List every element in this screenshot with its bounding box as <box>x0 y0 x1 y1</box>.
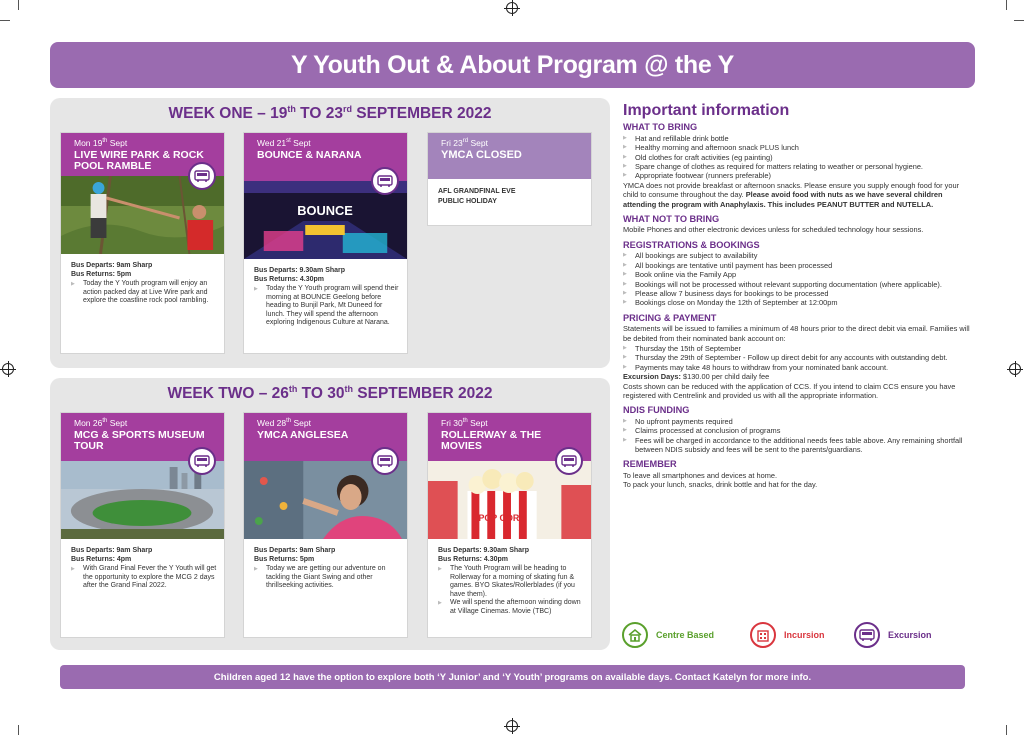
legend <box>622 622 972 650</box>
section-text: To leave all smartphones and devices at home. <box>623 470 778 480</box>
event-card <box>60 412 225 638</box>
list-item: ▶ Old clothes for craft activities (eg painting) <box>623 153 975 162</box>
legend-label: Incursion <box>784 630 825 640</box>
registration-mark-left <box>2 363 14 375</box>
card-description: ▶ We will spend the afternoon winding down at Village Cinemas. Movie (TBC) <box>438 599 585 616</box>
list-item: ▶ Thursday the 15th of September <box>623 344 975 353</box>
card-details <box>244 259 407 334</box>
card-description: ▶ The Youth Program will be heading to Rollerway for a morning of skating fun & games. BYO Skates/Rollerblades (if you have them). <box>438 565 585 599</box>
legend-label: Excursion <box>888 630 932 640</box>
event-card <box>243 412 408 638</box>
list-item: ▶ Bookings will not be processed without relevant supporting documentation (where applicable). <box>623 280 975 289</box>
legend-excursion <box>854 622 932 648</box>
section-title: WHAT NOT TO BRING <box>623 214 720 225</box>
section-title: REGISTRATIONS & BOOKINGS <box>623 239 760 250</box>
bus-returns: Bus Returns: 5pm <box>71 270 132 278</box>
bus-departs: Bus Departs: 9am Sharp <box>254 547 336 554</box>
excursion-icon <box>188 162 216 190</box>
important-information <box>623 102 975 490</box>
list-item: ▶ Hat and refillable drink bottle <box>623 134 975 143</box>
photo-text: POP CORN <box>478 512 526 524</box>
card-title: MCG & SPORTS MUSEUM TOUR <box>74 429 205 452</box>
section-title: PRICING & PAYMENT <box>623 312 717 323</box>
crop-mark <box>18 0 19 10</box>
list-item: ▶ All bookings are tentative until payment has been processed <box>623 261 975 270</box>
event-card <box>60 132 225 354</box>
card-description: ▶ Today the Y Youth program will spend their morning at BOUNCE Geelong before heading to Bunjil Park, Mt Duneed for lunch. They will spend the afternoon exploring Indigenous Culture at Narana. <box>254 285 401 328</box>
card-date: Mon 26th Sept <box>74 418 128 428</box>
card-date: Fri 23rd Sept <box>441 138 488 148</box>
week-one-panel <box>50 98 610 368</box>
card-details <box>244 539 407 597</box>
card-title: YMCA CLOSED <box>441 149 522 161</box>
list-item: ▶ Thursday the 29th of September - Follow up direct debit for any accounts with outstanding debt. <box>623 353 975 362</box>
building-icon <box>750 622 776 648</box>
page-title: Y Youth Out & About Program @ the Y <box>290 50 735 79</box>
card-header <box>428 413 591 461</box>
card-header <box>61 413 224 461</box>
food-note: YMCA does not provide breakfast or afternoon snacks. Please ensure you supply enough food for your child to consume throughout the day. Please avoid food with nuts as we have several children attending the program with Anaphylaxis. This includes PEANUT BUTTER and NUTELLA. <box>623 180 960 209</box>
list-item: ▶ Fees will be charged in accordance to the additional needs fees table above. Any remaining shortfall between NDIS subsidy and fees will be sent to the parents/guardians. <box>623 436 975 455</box>
what-to-bring-list <box>623 134 975 181</box>
excursion-icon <box>188 447 216 475</box>
list-item: ▶ Healthy morning and afternoon snack PLUS lunch <box>623 143 975 152</box>
card-header <box>244 133 407 181</box>
bus-departs: Bus Departs: 9am Sharp <box>71 262 153 269</box>
footer-text: Children aged 12 have the option to explore both ‘Y Junior’ and ‘Y Youth’ programs on available days. Contact Katelyn for more info. <box>213 671 812 683</box>
excursion-icon <box>371 447 399 475</box>
legend-label: Centre Based <box>656 630 715 640</box>
list-item: ▶ Claims processed at conclusion of programs <box>623 426 975 435</box>
section-title: REMEMBER <box>623 459 677 470</box>
section-title: NDIS FUNDING <box>623 405 690 416</box>
info-heading: Important information <box>623 102 790 119</box>
registrations-list <box>623 251 975 307</box>
card-title: BOUNCE & NARANA <box>257 149 362 161</box>
section-text: Statements will be issued to families a minimum of 48 hours prior to the direct debit via email. Families will be debited from their nominated bank account on: <box>623 324 970 343</box>
bus-departs: Bus Departs: 9am Sharp <box>71 547 153 554</box>
section-title: WHAT TO BRING <box>623 122 698 133</box>
bus-icon <box>854 622 880 648</box>
bus-returns: Bus Returns: 4.30pm <box>254 275 325 283</box>
card-header <box>428 133 591 179</box>
section-text: Costs shown can be reduced with the application of CCS. If you intend to claim CCS ensure you have registered with Centrelink and provided us with all the appropriate information. <box>623 381 956 400</box>
ndis-list <box>623 417 975 455</box>
bus-departs: Bus Departs: 9.30am Sharp <box>254 267 346 274</box>
crop-mark <box>1006 0 1007 10</box>
week-two-panel <box>50 378 610 650</box>
section-text: Mobile Phones and other electronic devices unless for scheduled technology hour sessions. <box>623 225 924 235</box>
event-card <box>243 132 408 354</box>
list-item: ▶ Bookings close on Monday the 12th of September at 12:00pm <box>623 298 975 307</box>
crop-mark <box>1014 20 1024 21</box>
list-item: ▶ All bookings are subject to availability <box>623 251 975 260</box>
crop-mark <box>1006 725 1007 735</box>
card-description: ▶ Today we are getting our adventure on tackling the Giant Swing and other thrillseeking activities. <box>254 565 401 591</box>
crop-mark <box>18 725 19 735</box>
bus-departs: Bus Departs: 9.30am Sharp <box>438 547 530 554</box>
card-details <box>61 539 224 597</box>
card-description: ▶ With Grand Final Fever the Y Youth will get the opportunity to explore the MCG 2 days after the Grand Final 2022. <box>71 565 218 591</box>
registration-mark-bottom <box>506 720 518 732</box>
card-title: ROLLERWAY & THE MOVIES <box>441 429 542 452</box>
photo-text: BOUNCE <box>297 202 353 219</box>
legend-centre-based <box>622 622 714 648</box>
pricing-list <box>623 344 975 372</box>
card-date: Fri 30th Sept <box>441 418 488 428</box>
excursion-icon <box>371 167 399 195</box>
section-text: To pack your lunch, snacks, drink bottle and hat for the day. <box>623 480 818 490</box>
card-details <box>61 254 224 312</box>
list-item: ▶ Book online via the Family App <box>623 270 975 279</box>
legend-incursion <box>750 622 825 648</box>
crop-mark <box>0 20 10 21</box>
card-title: YMCA ANGLESEA <box>257 429 349 441</box>
list-item: ▶ Please allow 7 business days for bookings to be processed <box>623 289 975 298</box>
list-item: ▶ No upfront payments required <box>623 417 975 426</box>
footer-banner <box>60 665 965 689</box>
event-card-closed <box>427 132 592 226</box>
list-item: ▶ Spare change of clothes as required for matters relating to weather or personal hygiene. <box>623 162 975 171</box>
week-two-title: WEEK TWO – 26th TO 30th SEPTEMBER 2022 <box>167 384 493 403</box>
bus-returns: Bus Returns: 4.30pm <box>438 555 509 563</box>
card-header <box>61 133 224 176</box>
list-item: ▶ Payments may take 48 hours to withdraw from your nominated bank account. <box>623 363 975 372</box>
bus-returns: Bus Returns: 4pm <box>71 555 132 563</box>
home-icon <box>622 622 648 648</box>
title-banner <box>50 42 975 88</box>
list-item: ▶ Appropriate footwear (runners preferable) <box>623 171 975 180</box>
card-date: Wed 21st Sept <box>257 138 311 148</box>
card-header <box>244 413 407 461</box>
closed-note: AFL GRANDFINAL EVE PUBLIC HOLIDAY <box>438 188 516 205</box>
week-one-title: WEEK ONE – 19th TO 23rd SEPTEMBER 2022 <box>168 104 492 123</box>
card-title: LIVE WIRE PARK & ROCK POOL RAMBLE <box>74 149 204 172</box>
excursion-fee: Excursion Days: $130.00 per child daily fee <box>623 372 770 382</box>
bus-returns: Bus Returns: 5pm <box>254 555 315 563</box>
registration-mark-top <box>506 2 518 14</box>
card-date: Wed 28th Sept <box>257 418 312 428</box>
event-card <box>427 412 592 638</box>
card-date: Mon 19th Sept <box>74 138 128 148</box>
card-description: ▶ Today the Y Youth program will enjoy an action packed day at Live Wire park and explore the coastline rock pool rambling. <box>71 280 218 306</box>
excursion-icon <box>555 447 583 475</box>
card-details <box>428 539 591 622</box>
registration-mark-right <box>1009 363 1021 375</box>
